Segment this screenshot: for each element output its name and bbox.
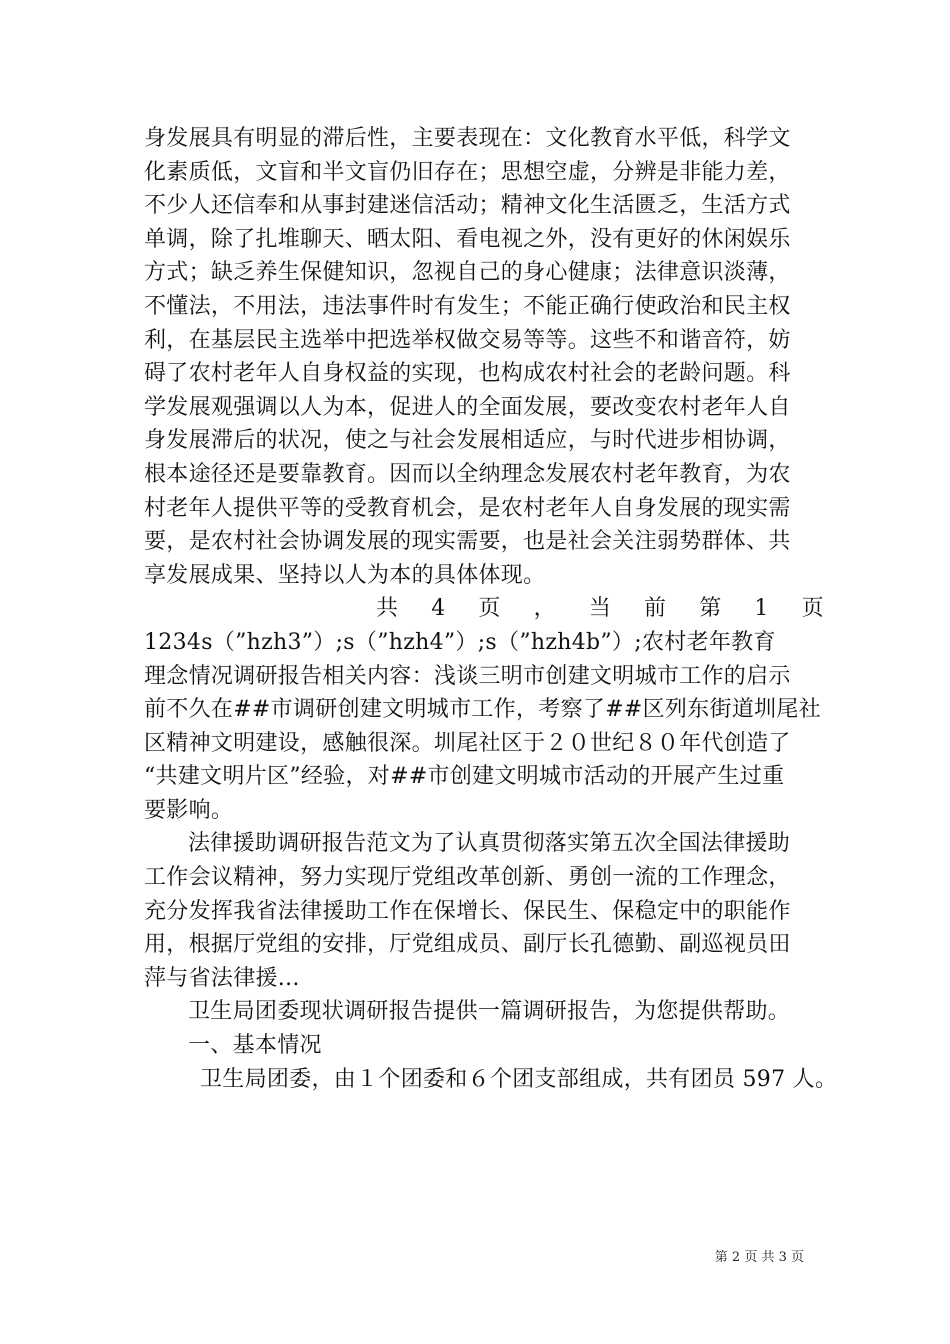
text-line: 理念情况调研报告相关内容：浅谈三明市创建文明城市工作的启示 <box>144 663 791 689</box>
text-line: 工作会议精神，努力实现厅党组改革创新、勇创一流的工作理念， <box>144 865 791 891</box>
text-line: 享发展成果、坚持以人为本的具体体现。 <box>144 562 546 588</box>
text-line: 卫生局团委现状调研报告提供一篇调研报告，为您提供帮助。 <box>188 999 791 1025</box>
text-line: 要，是农村社会协调发展的现实需要，也是社会关注弱势群体、共 <box>144 529 791 555</box>
page-counter-token: 前 <box>644 596 667 622</box>
text-line: 身发展具有明显的滞后性，主要表现在：文化教育水平低，科学文 <box>144 126 791 151</box>
text-line: 单调，除了扎堆聊天、晒太阳、看电视之外，没有更好的休闲娱乐 <box>144 226 791 252</box>
text-line: 方式；缺乏养生保健知识，忽视自己的身心健康；法律意识淡薄， <box>144 260 791 286</box>
page-counter-token: ， <box>533 596 556 622</box>
text-line: 不懂法，不用法，违法事件时有发生；不能正确行使政治和民主权 <box>144 293 791 319</box>
text-line: 前不久在##市调研创建文明城市工作，考察了##区列东街道圳尾社 <box>144 697 822 723</box>
text-line: 村老年人提供平等的受教育机会，是农村老年人自身发展的现实需 <box>144 495 791 521</box>
page-footer: 第 2 页 共 3 页 <box>714 1250 804 1265</box>
page-counter-token: 页 <box>801 596 824 622</box>
text-line: 充分发挥我省法律援助工作在保增长、保民生、保稳定中的职能作 <box>144 898 791 924</box>
text-line: 学发展观强调以人为本，促进人的全面发展，要改变农村老年人自 <box>144 394 791 420</box>
text-line: 卫生局团委，由１个团委和６个团支部组成，共有团员 597 人。 <box>200 1066 838 1092</box>
text-line: 法律援助调研报告范文为了认真贯彻落实第五次全国法律援助 <box>188 831 791 857</box>
page-counter-token: 第 <box>699 596 722 622</box>
text-line: 1234s（”hzh3”）;s（”hzh4”）;s（”hzh4b”）;农村老年教育 <box>144 629 776 655</box>
text-line: 化素质低，文盲和半文盲仍旧存在；思想空虚，分辨是非能力差， <box>144 159 791 185</box>
document-body <box>144 122 838 1096</box>
text-line: “共建文明片区”经验，对##市创建文明城市活动的开展产生过重 <box>144 764 785 790</box>
text-line: 要影响。 <box>144 797 234 823</box>
section-heading: 一、基本情况 <box>188 1033 322 1059</box>
text-line: 萍与省法律援... <box>144 965 300 991</box>
page-counter-token: 当 <box>588 596 612 622</box>
text-line: 根本途径还是要靠教育。因而以全纳理念发展农村老年教育，为农 <box>144 461 791 487</box>
page-counter-token: 1 <box>754 596 769 622</box>
text-line: 身发展滞后的状况，使之与社会发展相适应，与时代进步相协调， <box>144 428 791 454</box>
page-counter-token: 共 <box>376 596 399 622</box>
text-line: 区精神文明建设，感触很深。圳尾社区于２０世纪８０年代创造了 <box>144 730 791 756</box>
page-counter-line <box>144 592 824 626</box>
page-counter-token: 4 <box>431 596 446 622</box>
text-line: 不少人还信奉和从事封建迷信活动；精神文化生活匮乏，生活方式 <box>144 193 791 219</box>
text-line: 利，在基层民主选举中把选举权做交易等等。这些不和谐音符，妨 <box>144 327 791 353</box>
text-line: 用，根据厅党组的安排，厅党组成员、副厅长孔德勤、副巡视员田 <box>144 932 791 958</box>
page-counter-token: 页 <box>478 596 501 622</box>
text-line: 碍了农村老年人自身权益的实现，也构成农村社会的老龄问题。科 <box>144 361 791 387</box>
